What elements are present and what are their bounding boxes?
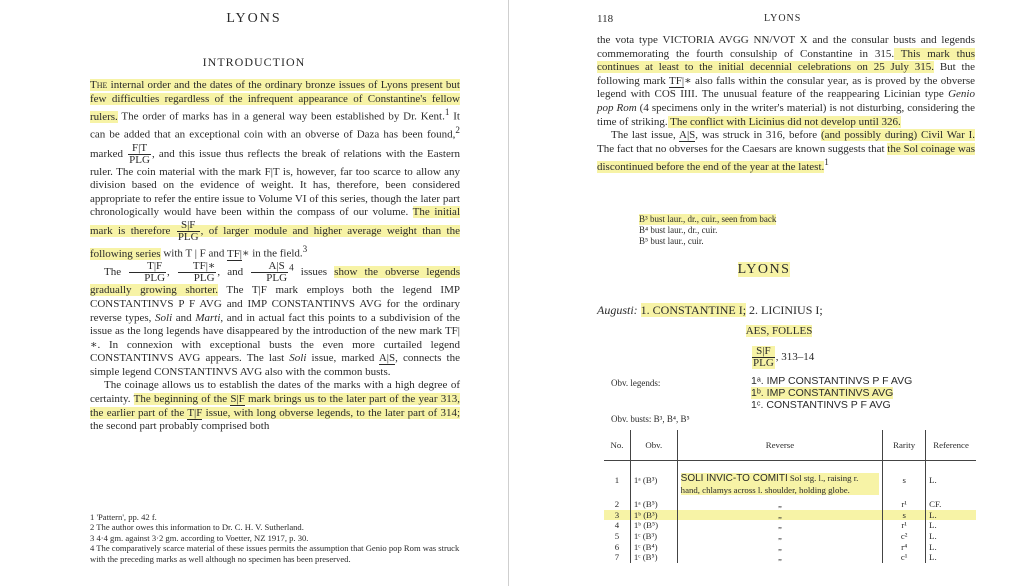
footnotes: [90, 512, 460, 564]
cell-no: 6: [614, 541, 620, 552]
highlight: The conflict with Licinius did not develop until 326.: [667, 115, 901, 128]
text-span: also falls within the consular year, as is proved by the obverse legend with COS IIII. The unusual feature of the reappearing Licinian type: [597, 74, 976, 101]
text-span: The: [218, 284, 252, 297]
paragraph-1: [90, 79, 460, 261]
cell-obv: 1ᵃ (B³): [630, 461, 677, 496]
type-name: Soli: [289, 352, 307, 365]
text-span: The: [104, 266, 129, 279]
type-name: Soli: [155, 311, 173, 324]
augusti-line: Augusti: 1. CONSTANTINE I; 2. LICINIUS I;: [597, 303, 823, 317]
right-page: [509, 0, 1019, 586]
cell-reference: L.: [926, 531, 976, 542]
text-span: issue, marked: [306, 352, 379, 365]
cell-reverse: „: [677, 531, 883, 542]
footnote-ref: 2: [455, 125, 460, 136]
mint-mark: $\frac{A|S}{\text{PLG}}$: [251, 261, 288, 284]
obverse-busts: Obv. busts: B³, B⁴, B⁵: [611, 414, 690, 424]
cell-reverse: „: [677, 520, 883, 531]
cell-no: 7: [614, 552, 620, 563]
highlight: show the obverse legends gradually growing shorter.: [90, 266, 461, 297]
footnote-ref: 1: [444, 107, 450, 118]
footnote-ref: 4: [289, 262, 294, 273]
type-name: Genio pop Rom: [597, 88, 975, 114]
mint-mark: $\frac{TF|∗}{\text{PLG}}$: [178, 261, 217, 284]
mint-mark: A|S: [679, 129, 696, 142]
text-span: the second part probably comprised both: [90, 420, 270, 433]
table-header-row: [604, 430, 976, 461]
mint-mark: T|F: [187, 406, 203, 419]
cell-rarity: c¹: [883, 552, 926, 563]
cell-reference: L.: [926, 520, 976, 531]
highlight: the Sol coinage was discontinued before the end of the year at the latest.: [597, 142, 975, 173]
type-name: Marti: [195, 311, 221, 324]
denomination: AES, FOLLES: [745, 325, 813, 337]
text-span: The order of marks has in a general way been established by Dr. Kent.: [117, 110, 445, 123]
col-header: No.: [604, 430, 630, 461]
cell-reverse: SOLI INVIC-TO COMITI Sol stg. l., raising r. hand, chlamys across l. shoulder, holding globe.: [677, 461, 883, 496]
obverse-legend-lines: [751, 375, 981, 411]
cell-reverse: „: [677, 495, 883, 510]
running-head: LYONS: [764, 13, 802, 24]
table-row: [604, 495, 976, 510]
cell-reference: L.: [926, 542, 976, 553]
cell-no: 3: [604, 510, 630, 521]
mint-mark: A|S: [378, 352, 396, 365]
cell-reverse: „: [677, 542, 883, 553]
cell-obv: 1ᶜ (B⁵): [630, 552, 677, 563]
highlight: This mark thus continues at least to the initial decennial celebrations on 25 July 315.: [597, 47, 976, 74]
mint-mark: $\frac{T|F}{\text{PLG}}$: [129, 261, 166, 284]
text-span: ,: [167, 266, 177, 279]
text-span: marked: [90, 147, 128, 160]
table-row: [604, 531, 976, 542]
text-span: The: [90, 79, 108, 91]
footnote-ref: 1: [824, 157, 829, 168]
cell-reference: L.: [926, 552, 976, 563]
text-span: is, however, far too scarce to allow any division based on the evidence of weight. It has, therefore, been considered appropriate to refer the entire issue to Volume VI of this series, though the later part chronologically would have been within the compass of our volume.: [90, 165, 460, 219]
obverse-legends-label: Obv. legends:: [611, 378, 661, 388]
mint-title: LYONS: [737, 262, 791, 277]
cell-rarity: r¹: [883, 520, 926, 531]
bust-item: B⁴ bust laur., dr., cuir.: [639, 225, 718, 235]
cell-rarity: r¹: [883, 495, 926, 510]
mint-mark: TF|∗: [90, 325, 460, 351]
text-span: , and: [217, 266, 251, 279]
col-header: Reverse: [677, 430, 883, 461]
obverse-legend: 1ᵇ. IMP CONSTANTINVS AVG: [751, 387, 894, 399]
text-span: The coinage allows us to establish the dates of the marks with a high degree of certainty.: [90, 379, 460, 406]
text-span: and: [172, 311, 196, 324]
col-header: Reference: [926, 430, 976, 461]
text-span: , and this issue thus reflects the break of relations with the Eastern ruler. The coin material with the mark: [90, 147, 460, 178]
page-number: 118: [597, 13, 614, 25]
cell-rarity: c²: [883, 531, 926, 542]
mint-mark: S|F: [230, 393, 245, 406]
cell-no: 5: [614, 530, 620, 541]
section-title: INTRODUCTION: [202, 55, 306, 69]
cell-reference: L.: [926, 510, 976, 521]
cell-obv: 1ᵃ (B⁵): [630, 495, 677, 510]
text-span: The last issue,: [611, 129, 680, 142]
mint-mark: $\frac{S|F}{\text{PLG}}$: [177, 219, 199, 244]
text-span: the vota type VICTORIA AVGG NN/VOT X and the consular busts and legends commemorating the fourth consulship of Constantine in 315.: [597, 34, 975, 60]
text-span: in the field.: [249, 247, 303, 260]
table-row: [604, 552, 976, 563]
text-span: But the following mark: [597, 61, 975, 87]
text-span: , connects the simple legend CONSTANTINVS AVG also with the common busts.: [90, 352, 460, 378]
mint-mark: TF|: [669, 74, 685, 87]
issue-mark: $\frac{S|F}{\text{PLG}}$ , 313–14: [753, 345, 815, 369]
mint-mark: $\frac{F|T}{\text{PLG}}$: [129, 141, 150, 166]
mint-mark: T | F: [185, 247, 206, 260]
bust-item: B⁵ bust laur., cuir.: [639, 236, 704, 246]
mint-mark: T|F: [251, 284, 267, 297]
text-span: , was struck in 316, before: [695, 129, 821, 142]
cell-rarity: s: [883, 461, 926, 496]
cell-obv: 1ᶜ (B³): [630, 531, 677, 542]
paragraph-3: [90, 379, 460, 433]
text-span: (4 specimens only in the writer's material) is not disturbing, considering the time of striking.: [597, 101, 975, 128]
mint-mark: TF|: [226, 247, 243, 260]
footnote: 4 The comparatively scarce material of these issues permits the assumption that Genio pop Rom was struck with the preceding marks as well although no specimen has been preserved.: [90, 543, 460, 564]
star-mark: ∗: [242, 247, 250, 260]
cell-no: 2: [614, 499, 620, 510]
table-row: [604, 520, 976, 531]
cell-no: 4: [614, 520, 620, 531]
text-span: and: [205, 247, 227, 260]
left-page: [0, 0, 508, 586]
cell-reference: L.: [926, 461, 976, 496]
running-head: LYONS: [226, 11, 282, 26]
cell-rarity: s: [883, 510, 926, 521]
obverse-legend: 1ᵃ. IMP CONSTANTINVS P F AVG: [751, 375, 913, 387]
table-row: [604, 542, 976, 553]
text-span: , and in actual fact this points to a subdivision of the issue as the long legends have disappeared by the introduction of the new mark: [90, 311, 460, 338]
cell-obv: 1ᶜ (B⁴): [630, 542, 677, 553]
star-mark: ∗: [684, 74, 692, 87]
bust-item: B³ bust laur., dr., cuir., seen from back: [639, 214, 777, 224]
cell-no: 1: [614, 475, 620, 485]
highlight: (and possibly during) Civil War I.: [820, 129, 975, 142]
paragraph-1: [597, 34, 975, 129]
footnote: 1 'Pattern', pp. 42 f.: [90, 512, 157, 522]
bust-list: [639, 214, 776, 247]
text-span: issues: [293, 266, 335, 279]
footnote: 2 The author owes this information to Dr. C. H. V. Sutherland.: [90, 522, 304, 533]
footnote-ref: 3: [302, 244, 308, 255]
text-span: with: [160, 247, 186, 260]
cell-reverse: „: [677, 510, 883, 521]
obverse-legend: 1ᶜ. CONSTANTINVS P F AVG: [751, 399, 891, 411]
highlight: The beginning of the S|F mark brings us to the later part of the year 313, the earlier part of the T|F issue, with long obverse legends, to the later part of 314;: [90, 393, 460, 419]
cell-reference: CF.: [926, 495, 976, 510]
mint-mark: F|T: [264, 165, 280, 178]
text-span: internal order and the dates of the ordinary bronze issues of Lyons present but few difficulties regardless of the infrequent appearance of Constantine's fellow rulers.: [90, 79, 460, 123]
text-span: mark employs both the legend IMP CONSTANTINVS P F AVG and IMP CONSTANTINVS AVG for the ordinary reverse types,: [90, 284, 460, 324]
left-body-text: [90, 79, 460, 434]
cell-reverse: „: [677, 552, 883, 563]
paragraph-2: [90, 261, 460, 379]
paragraph-2: [597, 129, 975, 174]
cell-obv: 1ᵇ (B⁵): [630, 520, 677, 531]
footnote: 3 4·4 gm. against 3·2 gm. according to Voetter, NZ 1917, p. 30.: [90, 532, 309, 543]
table-row: [604, 461, 976, 496]
text-span: The fact that no obverses for the Caesars are known suggests that: [597, 142, 888, 155]
cell-rarity: r⁴: [883, 542, 926, 553]
highlight: The initial mark is therefore $\frac{S|F}{\text{PLG}}$ , of larger module and higher average weight than the following series: [90, 206, 460, 260]
col-header: Rarity: [883, 430, 926, 461]
col-header: Obv.: [630, 430, 677, 461]
text-span: . In connexion with exceptional busts the even more curtailed legend CONSTANTINVS AVG appears. The last: [90, 338, 460, 365]
text-span: It can be added that an exceptional coin with an obverse of Daza has been found,: [90, 110, 460, 142]
table-row: [604, 510, 976, 521]
right-body-text: [597, 34, 975, 175]
cell-obv: 1ᵇ (B³): [630, 510, 677, 521]
coin-catalogue-table: [604, 430, 976, 563]
